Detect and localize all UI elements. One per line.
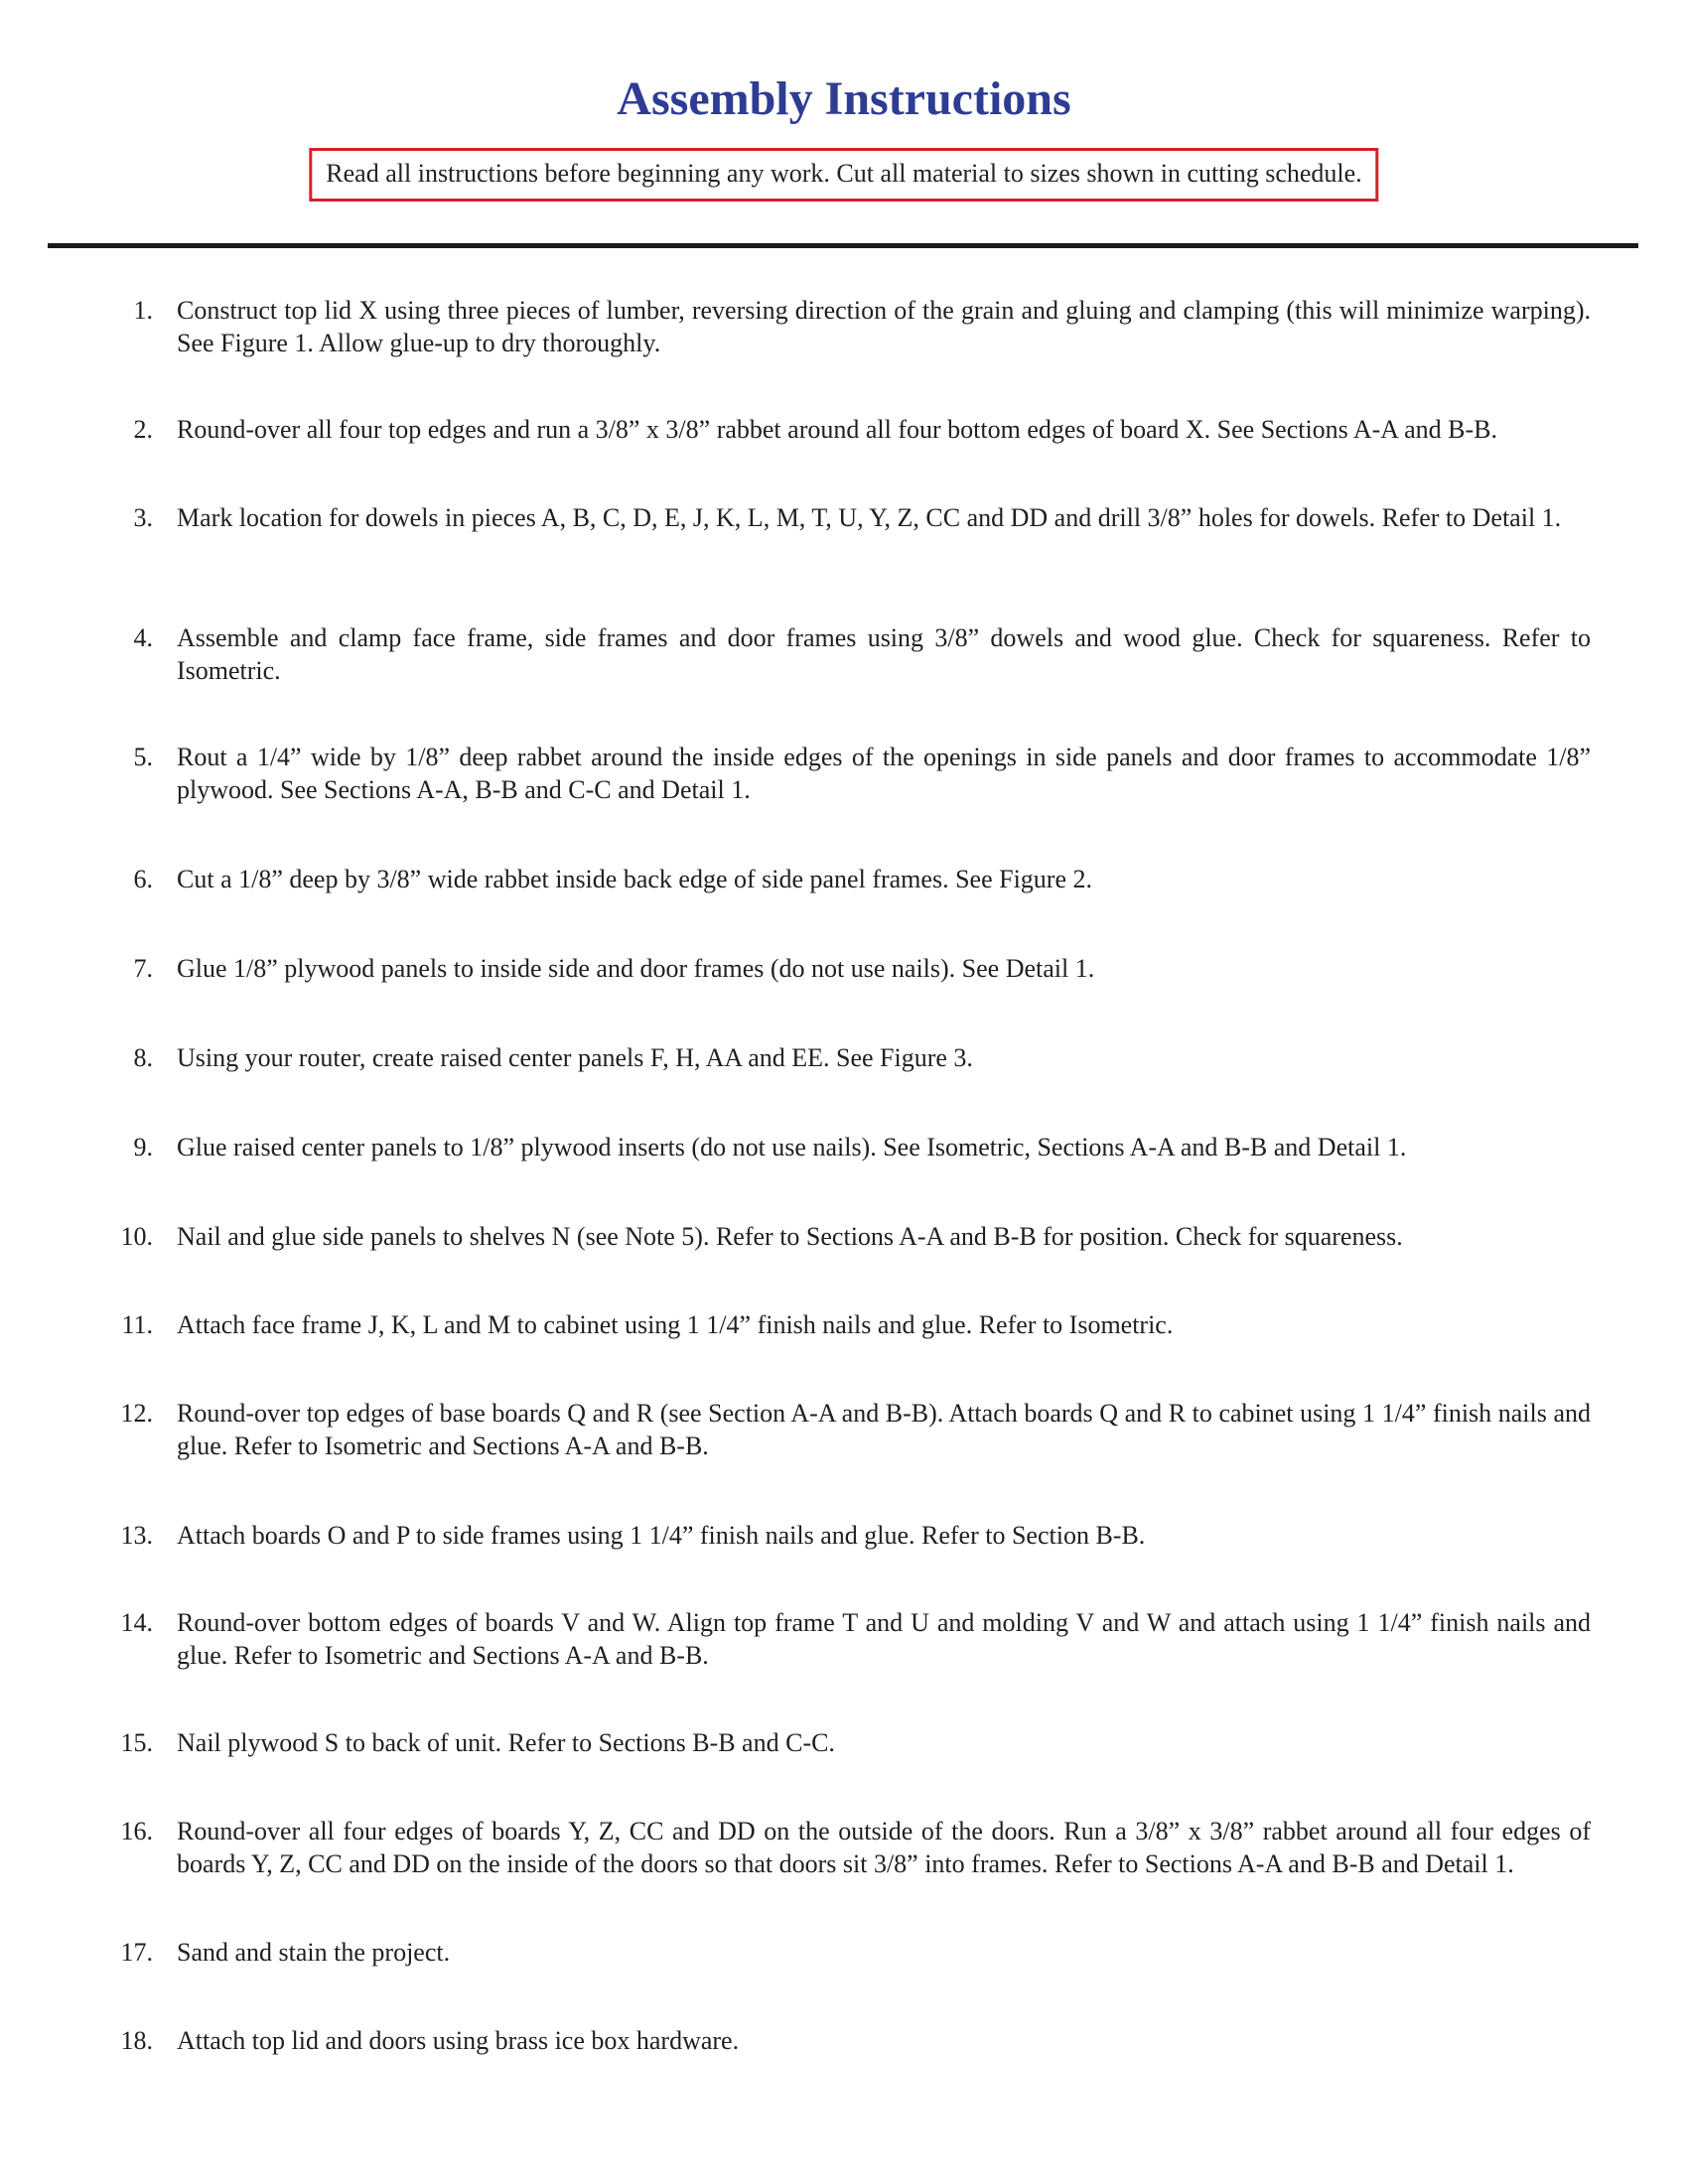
step-text: Attach face frame J, K, L and M to cabinet using 1 1/4” finish nails and glue. Refer to Isometric. [177, 1310, 1174, 1339]
step-number: 4. [133, 623, 153, 652]
step-text: Round-over bottom edges of boards V and W. Align top frame T and U and molding V and W and attach using 1 1/4” finish nails and glue. Refer to Isometric and Sections A-A and B-B. [177, 1608, 1591, 1670]
step-number: 18. [120, 2026, 153, 2055]
step-number: 12. [120, 1399, 153, 1428]
step-number: 10. [120, 1222, 153, 1251]
step-number: 2. [133, 415, 153, 444]
step-number: 7. [133, 954, 153, 983]
step-number: 13. [120, 1521, 153, 1550]
step-number: 9. [133, 1133, 153, 1161]
step-number: 16. [120, 1817, 153, 1845]
step-text: Round-over top edges of base boards Q and R (see Section A-A and B-B). Attach boards Q and R to cabinet using 1 1/4” finish nails and glue. Refer to Isometric and Sections A-A and B-B. [177, 1399, 1591, 1460]
step-text: Nail plywood S to back of unit. Refer to Sections B-B and C-C. [177, 1728, 835, 1757]
read-instructions-notice: Read all instructions before beginning any work. Cut all material to sizes shown in cutting schedule. [309, 148, 1378, 202]
step-number: 17. [120, 1938, 153, 1967]
step-text: Assemble and clamp face frame, side frames and door frames using 3/8” dowels and wood glue. Check for squareness. Refer to Isometric. [177, 623, 1591, 685]
step-text: Attach top lid and doors using brass ice box hardware. [177, 2026, 740, 2055]
step-text: Rout a 1/4” wide by 1/8” deep rabbet around the inside edges of the openings in side panels and door frames to accommodate 1/8” plywood. See Sections A-A, B-B and C-C and Detail 1. [177, 743, 1591, 804]
step-number: 3. [133, 503, 153, 532]
step-text: Using your router, create raised center panels F, H, AA and EE. See Figure 3. [177, 1043, 973, 1072]
step-text: Construct top lid X using three pieces of lumber, reversing direction of the grain and gluing and clamping (this will minimize warping). See Figure 1. Allow glue-up to dry thoroughly. [177, 296, 1591, 357]
step-text: Glue 1/8” plywood panels to inside side and door frames (do not use nails). See Detail 1. [177, 954, 1095, 983]
step-number: 8. [133, 1043, 153, 1072]
step-text: Sand and stain the project. [177, 1938, 451, 1967]
step-number: 5. [133, 743, 153, 771]
step-number: 15. [120, 1728, 153, 1757]
page-title: Assembly Instructions [617, 72, 1071, 125]
step-number: 6. [133, 865, 153, 893]
step-text: Cut a 1/8” deep by 3/8” wide rabbet inside back edge of side panel frames. See Figure 2. [177, 865, 1092, 893]
step-text: Round-over all four edges of boards Y, Z, CC and DD on the outside of the doors. Run a 3/8” x 3/8” rabbet around all four edges of boards Y, Z, CC and DD on the inside of the doors so that doors sit 3/8” into frames. Refer to Sections A-A and B-B and Detail 1. [177, 1817, 1591, 1878]
step-text: Attach boards O and P to side frames using 1 1/4” finish nails and glue. Refer to Section B-B. [177, 1521, 1146, 1550]
step-text: Mark location for dowels in pieces A, B, C, D, E, J, K, L, M, T, U, Y, Z, CC and DD and drill 3/8” holes for dowels. Refer to Detail 1. [177, 503, 1562, 532]
step-number: 11. [121, 1310, 153, 1339]
step-number: 1. [133, 296, 153, 325]
step-number: 14. [120, 1608, 153, 1637]
step-text: Glue raised center panels to 1/8” plywood inserts (do not use nails). See Isometric, Sections A-A and B-B and Detail 1. [177, 1133, 1407, 1161]
header-divider [48, 243, 1638, 248]
step-text: Nail and glue side panels to shelves N (see Note 5). Refer to Sections A-A and B-B for position. Check for squareness. [177, 1222, 1403, 1251]
step-text: Round-over all four top edges and run a 3/8” x 3/8” rabbet around all four bottom edges of board X. See Sections A-A and B-B. [177, 415, 1498, 444]
